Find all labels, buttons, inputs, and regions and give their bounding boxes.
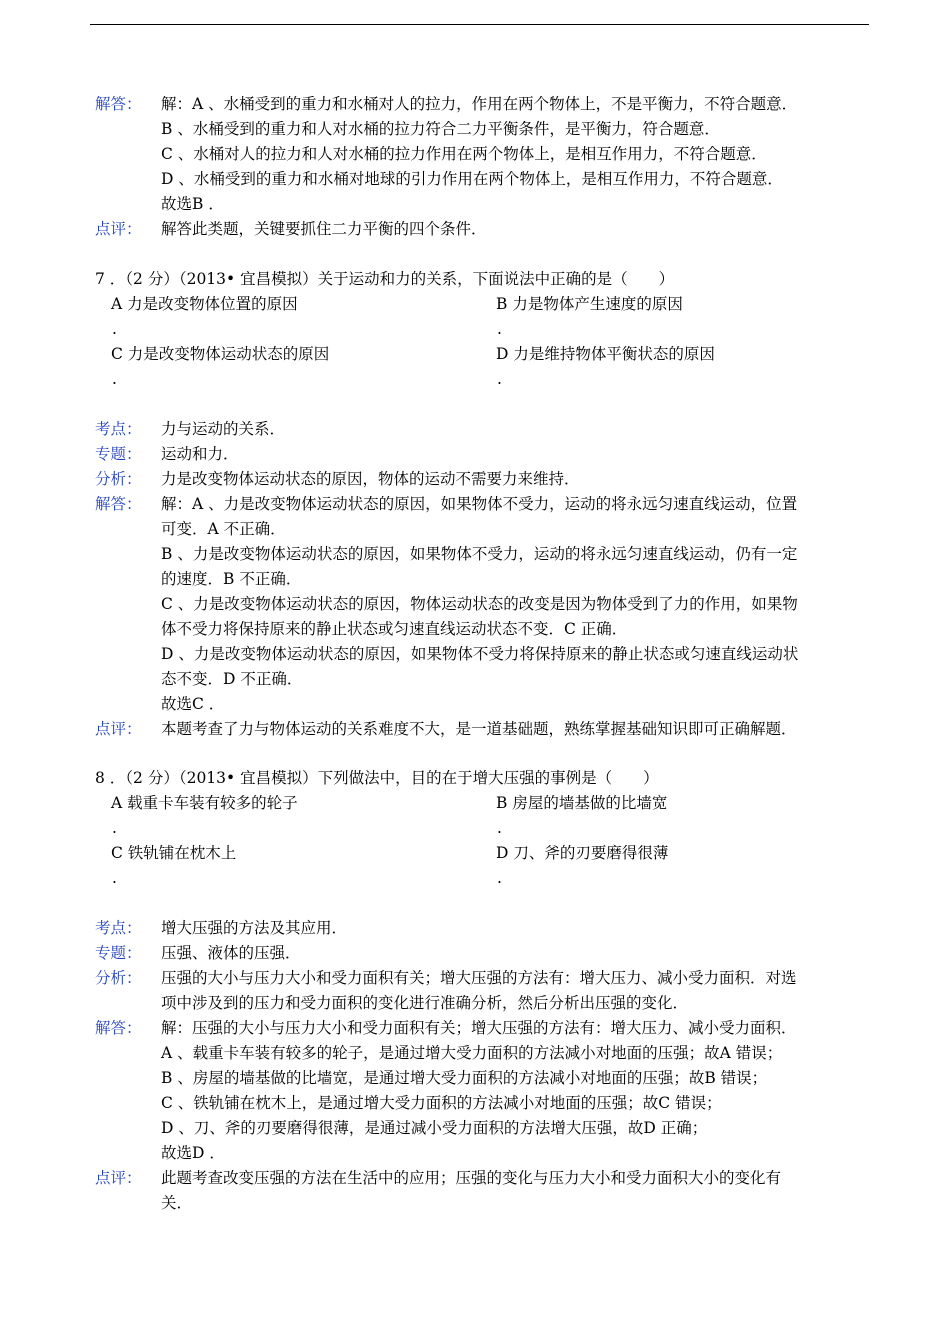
q7-jieda-line: D 、力是改变物体运动状态的原因，如果物体不受力将保持原来的静止状态或匀速直线运动状 bbox=[161, 645, 799, 663]
label-kaodian: 考点： bbox=[95, 919, 142, 937]
q7-jieda-line: 可变．A 不正确． bbox=[161, 520, 286, 538]
label-jieda: 解答： bbox=[95, 495, 142, 513]
q8-kaodian: 增大压强的方法及其应用． bbox=[161, 919, 348, 937]
q8-option-a: A 载重卡车装有较多的轮子 bbox=[111, 794, 298, 812]
label-dianping: 点评： bbox=[95, 220, 142, 238]
q7-kaodian: 力与运动的关系． bbox=[161, 420, 286, 438]
option-dot: . bbox=[497, 370, 502, 388]
q7-stem: 7 ．（2 分）（2013• 宜昌模拟）关于运动和力的关系，下面说法中正确的是（ ） bbox=[95, 270, 675, 288]
q6-jieda-line: 解：A 、水桶受到的重力和水桶对人的拉力，作用在两个物体上，不是平衡力，不符合题意． bbox=[161, 95, 798, 113]
q6-jieda-line: D 、水桶受到的重力和水桶对地球的引力作用在两个物体上，是相互作用力，不符合题意． bbox=[161, 170, 783, 188]
label-kaodian: 考点： bbox=[95, 420, 142, 438]
q8-option-d: D 刀、斧的刃要磨得很薄 bbox=[496, 844, 669, 862]
label-fenxi: 分析： bbox=[95, 470, 142, 488]
label-dianping: 点评： bbox=[95, 1169, 142, 1187]
option-dot: . bbox=[112, 869, 117, 887]
option-dot: . bbox=[112, 320, 117, 338]
option-dot: . bbox=[497, 819, 502, 837]
q6-jieda-line: B 、水桶受到的重力和人对水桶的拉力符合二力平衡条件，是平衡力，符合题意． bbox=[161, 120, 720, 138]
q7-dianping: 本题考查了力与物体运动的关系难度不大，是一道基础题，熟练掌握基础知识即可正确解题． bbox=[161, 720, 797, 738]
q7-jieda-line: C 、力是改变物体运动状态的原因，物体运动状态的改变是因为物体受到了力的作用，如果物 bbox=[161, 595, 798, 613]
q6-dianping: 解答此类题，关键要抓住二力平衡的四个条件． bbox=[161, 220, 487, 238]
q7-fenxi: 力是改变物体运动状态的原因，物体的运动不需要力来维持． bbox=[161, 470, 580, 488]
option-dot: . bbox=[112, 370, 117, 388]
q8-option-b: B 房屋的墙基做的比墙宽 bbox=[496, 794, 668, 812]
q7-option-a: A 力是改变物体位置的原因 bbox=[111, 295, 298, 313]
q7-option-c: C 力是改变物体运动状态的原因 bbox=[111, 345, 330, 363]
label-fenxi: 分析： bbox=[95, 969, 142, 987]
q7-jieda-line: 态不变．D 不正确． bbox=[161, 670, 303, 688]
q8-jieda-line: D 、刀、斧的刃要磨得很薄，是通过减小受力面积的方法增大压强，故D 正确； bbox=[161, 1119, 708, 1137]
q7-jieda-line: B 、力是改变物体运动状态的原因，如果物体不受力，运动的将永远匀速直线运动，仍有一定 bbox=[161, 545, 798, 563]
q7-jieda-line: 解：A 、力是改变物体运动状态的原因，如果物体不受力，运动的将永远匀速直线运动，位置 bbox=[161, 495, 798, 513]
option-dot: . bbox=[497, 869, 502, 887]
q6-jieda-line: C 、水桶对人的拉力和人对水桶的拉力作用在两个物体上，是相互作用力，不符合题意． bbox=[161, 145, 767, 163]
q8-jieda-line: B 、房屋的墙基做的比墙宽，是通过增大受力面积的方法减小对地面的压强；故B 错误； bbox=[161, 1069, 768, 1087]
q8-jieda-line: A 、载重卡车装有较多的轮子，是通过增大受力面积的方法减小对地面的压强；故A 错误； bbox=[161, 1044, 783, 1062]
q8-jieda-line: 解：压强的大小与压力大小和受力面积有关；增大压强的方法有：增大压力、减小受力面积． bbox=[161, 1019, 797, 1037]
q7-jieda-line: 体不受力将保持原来的静止状态或匀速直线运动状态不变．C 正确． bbox=[161, 620, 628, 638]
label-dianping: 点评： bbox=[95, 720, 142, 738]
option-dot: . bbox=[112, 819, 117, 837]
q7-zhuanti: 运动和力． bbox=[161, 445, 239, 463]
q8-zhuanti: 压强、液体的压强． bbox=[161, 944, 301, 962]
q8-jieda-line: C 、铁轨铺在枕木上，是通过增大受力面积的方法减小对地面的压强；故C 错误； bbox=[161, 1094, 722, 1112]
q8-jieda-line: 故选D ． bbox=[161, 1144, 225, 1162]
header-rule bbox=[90, 24, 869, 25]
q8-option-c: C 铁轨铺在枕木上 bbox=[111, 844, 237, 862]
label-zhuanti: 专题： bbox=[95, 445, 142, 463]
option-dot: . bbox=[497, 320, 502, 338]
q6-jieda-line: 故选B ． bbox=[161, 195, 224, 213]
label-zhuanti: 专题： bbox=[95, 944, 142, 962]
q7-option-d: D 力是维持物体平衡状态的原因 bbox=[496, 345, 715, 363]
q8-dianping-line: 关． bbox=[161, 1194, 193, 1212]
label-jieda: 解答： bbox=[95, 95, 142, 113]
q7-option-b: B 力是物体产生速度的原因 bbox=[496, 295, 683, 313]
q8-dianping-line: 此题考查改变压强的方法在生活中的应用；压强的变化与压力大小和受力面积大小的变化有 bbox=[161, 1169, 782, 1187]
label-jieda: 解答： bbox=[95, 1019, 142, 1037]
q8-fenxi-line: 项中涉及到的压力和受力面积的变化进行准确分析，然后分析出压强的变化． bbox=[161, 994, 689, 1012]
q8-stem: 8 ．（2 分）（2013• 宜昌模拟）下列做法中，目的在于增大压强的事例是（ ） bbox=[95, 769, 659, 787]
q8-fenxi-line: 压强的大小与压力大小和受力面积有关；增大压强的方法有：增大压力、减小受力面积．对选 bbox=[161, 969, 797, 987]
q7-jieda-line: 的速度．B 不正确． bbox=[161, 570, 302, 588]
q7-jieda-line: 故选C ． bbox=[161, 695, 225, 713]
